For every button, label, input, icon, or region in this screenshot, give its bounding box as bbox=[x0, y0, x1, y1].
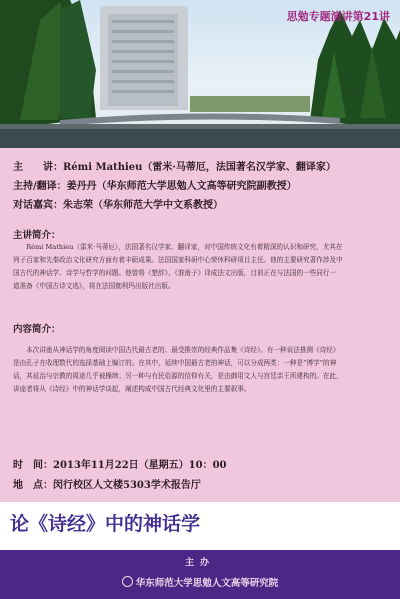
content-line: 本次讲座从神话学的角度阅读中国古代最古老的、最受推崇的经典作品集《诗经》。有一种说法推测《诗经》 bbox=[26, 346, 340, 354]
speaker-value: Rémi Mathieu（雷米·马蒂厄，法国著名汉学家、翻译家） bbox=[63, 162, 336, 173]
guest-row bbox=[13, 196, 223, 211]
content-heading: 内容简介： bbox=[13, 324, 61, 335]
host-key: 主持/翻译： bbox=[13, 181, 67, 192]
bio-line: Rémi Mathieu（雷米·马蒂厄），法国著名汉学家、翻译家，对中国传统文化有着精深的认识和研究，尤其在 bbox=[26, 243, 343, 251]
bio-line: 国古代的神话学、诗学与哲学的问题。他曾将《楚辞》、《淮南子》译成法文出版，目前正在与法国的一些同行一 bbox=[13, 269, 337, 277]
organizer-footer bbox=[0, 550, 400, 599]
time-key: 时 间： bbox=[13, 460, 53, 471]
organizer-label: 主办 bbox=[184, 558, 215, 568]
speaker-key: 主 讲： bbox=[13, 162, 63, 173]
content-line: 讲座者将从《诗经》中的神话学谈起，阐述构成中国古代经典文化里的主要叙事。 bbox=[13, 385, 251, 393]
content-line: 话，其延治与宗教的周途几乎被操缔；另一种与有民俗源的信仰有关，是由御用文人与宫廷亲王所建构的。在此， bbox=[13, 372, 343, 380]
bio-paragraph bbox=[13, 241, 387, 293]
time-row bbox=[13, 456, 227, 471]
institute-logo-icon bbox=[122, 576, 133, 587]
time-value: 2013年11月22日（星期五）10：00 bbox=[53, 460, 227, 471]
place-key: 地 点： bbox=[13, 480, 53, 491]
host-value: 姜丹丹（华东师范大学思勉人文高等研究院副教授） bbox=[66, 181, 297, 192]
organizer-name-row bbox=[0, 575, 400, 589]
speaker-row bbox=[13, 158, 336, 173]
bio-line: 道准备《中国古诗文选》，将在法国伽利玛出版社出版。 bbox=[13, 282, 175, 290]
lecture-title: 论《诗经》中的神话学 bbox=[10, 513, 201, 535]
organizer-name: 华东师范大学思勉人文高等研究院 bbox=[135, 578, 279, 589]
bio-heading: 主讲简介： bbox=[13, 230, 61, 241]
place-row bbox=[13, 476, 201, 491]
content-line: 是由孔子在收理数代的选择基础上编订的。在其中，延续中国最古老的神话，可以分成两类：一种是“博学”的神 bbox=[13, 359, 337, 367]
campus-photo bbox=[0, 0, 400, 148]
bio-line: 列子百家和先秦政治文化研究方面有着丰硕成果。法国国家科研中心荣休科研项目主任。他的主要研究著作涉及中 bbox=[13, 256, 343, 264]
guest-key: 对话嘉宾： bbox=[13, 200, 63, 211]
lecture-series-label: 思勉专题演讲第21讲 bbox=[286, 10, 390, 23]
place-value: 闵行校区人文楼5303学术报告厅 bbox=[53, 480, 201, 491]
host-row bbox=[13, 177, 297, 192]
guest-value: 朱志荣（华东师范大学中文系教授） bbox=[63, 200, 223, 211]
content-paragraph bbox=[13, 344, 387, 396]
